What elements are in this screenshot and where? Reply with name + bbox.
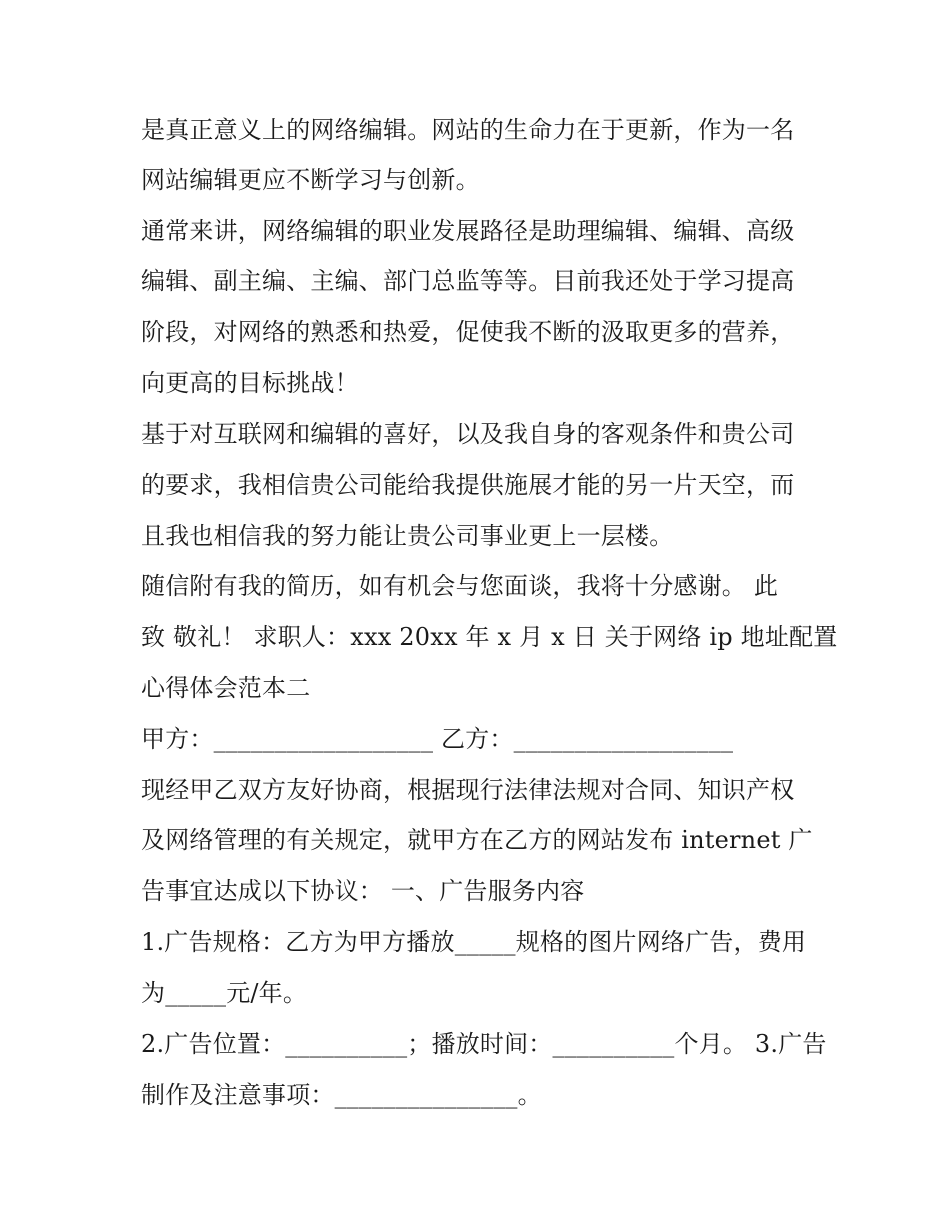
text-line-18: 为_____元/年。	[141, 979, 308, 1007]
text-line-14: 现经甲乙双方友好协商，根据现行法律法规对合同、知识产权	[141, 776, 795, 804]
text-line-16: 告事宜达成以下协议： 一、广告服务内容	[141, 877, 585, 905]
text-line-7: 基于对互联网和编辑的喜好，以及我自身的客观条件和贵公司	[141, 420, 795, 448]
party-line: 甲方：__________________ 乙方：__________________	[141, 725, 734, 753]
text-line-6: 向更高的目标挑战！	[141, 369, 359, 397]
text-line-4: 编辑、副主编、主编、部门总监等等。目前我还处于学习提高	[141, 267, 795, 295]
text-line-19: 2.广告位置：__________；播放时间：__________个月。 3.广告	[141, 1030, 827, 1058]
text-line-5: 阶段，对网络的熟悉和热爱，促使我不断的汲取更多的营养，	[141, 318, 795, 346]
text-line-20: 制作及注意事项：_______________。	[141, 1081, 542, 1109]
text-line-8: 的要求，我相信贵公司能给我提供施展才能的另一片天空，而	[141, 471, 795, 499]
text-line-3: 通常来讲，网络编辑的职业发展路径是助理编辑、编辑、高级	[141, 217, 795, 245]
text-line-12: 心得体会范本二	[141, 674, 311, 702]
text-line-2: 网站编辑更应不断学习与创新。	[141, 166, 480, 194]
text-line-15: 及网络管理的有关规定，就甲方在乙方的网站发布 internet 广	[141, 826, 813, 854]
text-line-17: 1.广告规格：乙方为甲方播放_____规格的图片网络广告，费用	[141, 928, 807, 956]
text-line-10: 随信附有我的简历，如有机会与您面谈，我将十分感谢。 此	[141, 572, 779, 600]
text-line-11: 致 敬礼！ 求职人：xxx 20xx 年 x 月 x 日 关于网络 ip 地址配置	[141, 623, 838, 651]
text-line-9: 且我也相信我的努力能让贵公司事业更上一层楼。	[141, 522, 674, 550]
text-line-1: 是真正意义上的网络编辑。网站的生命力在于更新，作为一名	[141, 116, 795, 144]
